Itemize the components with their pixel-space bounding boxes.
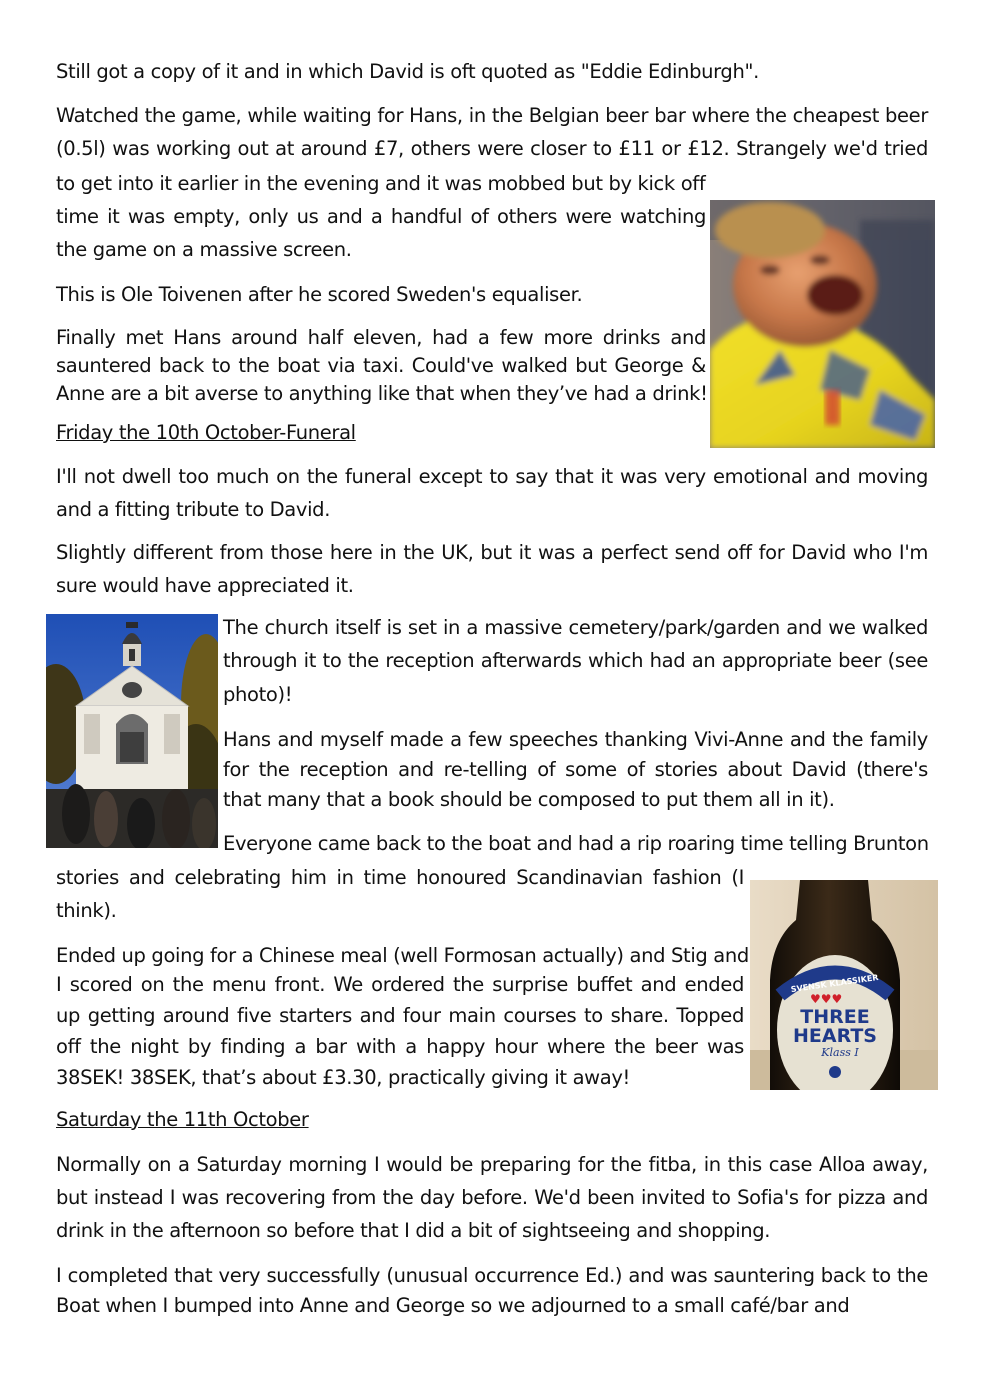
text-line: the game on a massive screen. xyxy=(56,238,352,261)
text-line: through it to the reception afterwards which had an appropriate beer (see xyxy=(223,649,928,672)
section-heading: Friday the 10th October-Funeral xyxy=(56,421,356,444)
beer-label-top: SVENSK KLASSIKER xyxy=(790,972,880,995)
text-line: for the reception and re-telling of some of stories about David (there's xyxy=(223,758,928,781)
text-line: (0.5l) was working out at around £7, others were closer to £11 or £12. Strangely we'd tried xyxy=(56,137,928,160)
church-photo xyxy=(46,614,218,848)
text-line: This is Ole Toivenen after he scored Sweden's equaliser. xyxy=(56,283,583,306)
text-line: I completed that very successfully (unusual occurrence Ed.) and was sauntering back to the xyxy=(56,1264,928,1287)
text-line: but instead I was recovering from the day before. We'd been invited to Sofia's for pizza and xyxy=(56,1186,928,1209)
text-line: Slightly different from those here in the UK, but it was a perfect send off for David who I'm xyxy=(56,541,928,564)
text-line: and a fitting tribute to David. xyxy=(56,498,331,521)
section-heading: Saturday the 11th October xyxy=(56,1108,309,1131)
text-line: photo)! xyxy=(223,683,293,706)
text-line: I scored on the menu front. We ordered the surprise buffet and ended xyxy=(56,973,744,996)
beer-label-brand-2: HEARTS xyxy=(792,1025,878,1047)
footballer-photo xyxy=(710,200,935,448)
text-line: up getting around five starters and four main courses to share. Topped xyxy=(56,1004,744,1027)
text-line: sure would have appreciated it. xyxy=(56,574,354,597)
beer-label-brand-1: THREE xyxy=(800,1006,870,1028)
text-line: time it was empty, only us and a handful of others were watching xyxy=(56,205,706,228)
text-line: Everyone came back to the boat and had a rip roaring time telling Brunton xyxy=(223,832,929,855)
text-line: think). xyxy=(56,899,117,922)
text-line: off the night by finding a bar with a happy hour where the beer was xyxy=(56,1035,744,1058)
text-line: sauntered back to the boat via taxi. Could've walked but George & xyxy=(56,354,706,377)
text-line: Still got a copy of it and in which David is oft quoted as "Eddie Edinburgh". xyxy=(56,60,759,83)
beer-label-sub: Klass I xyxy=(821,1046,859,1059)
text-line: drink in the afternoon so before that I did a bit of sightseeing and shopping. xyxy=(56,1219,771,1242)
text-line: Finally met Hans around half eleven, had a few more drinks and xyxy=(56,326,706,349)
text-line: that many that a book should be composed to put them all in it). xyxy=(223,788,835,811)
text-line: Hans and myself made a few speeches thanking Vivi-Anne and the family xyxy=(223,728,928,751)
text-line: 38SEK! 38SEK, that’s about £3.30, practically giving it away! xyxy=(56,1066,631,1089)
text-line: The church itself is set in a massive cemetery/park/garden and we walked xyxy=(223,616,928,639)
text-line: I'll not dwell too much on the funeral except to say that it was very emotional and moving xyxy=(56,465,928,488)
text-line: stories and celebrating him in time honoured Scandinavian fashion (I xyxy=(56,866,744,889)
text-line: Boat when I bumped into Anne and George so we adjourned to a small café/bar and xyxy=(56,1294,850,1317)
text-line: Ended up going for a Chinese meal (well Formosan actually) and Stig and xyxy=(56,944,749,967)
text-line: Watched the game, while waiting for Hans, in the Belgian beer bar where the cheapest beer xyxy=(56,104,928,127)
text-line: Anne are a bit averse to anything like that when they’ve had a drink! xyxy=(56,382,708,405)
beer-bottle-photo xyxy=(750,880,938,1090)
svg-text:♥♥♥: ♥♥♥ xyxy=(810,992,843,1006)
text-line: to get into it earlier in the evening and it was mobbed but by kick off xyxy=(56,172,706,195)
text-line: Normally on a Saturday morning I would be preparing for the fitba, in this case Alloa away, xyxy=(56,1153,928,1176)
